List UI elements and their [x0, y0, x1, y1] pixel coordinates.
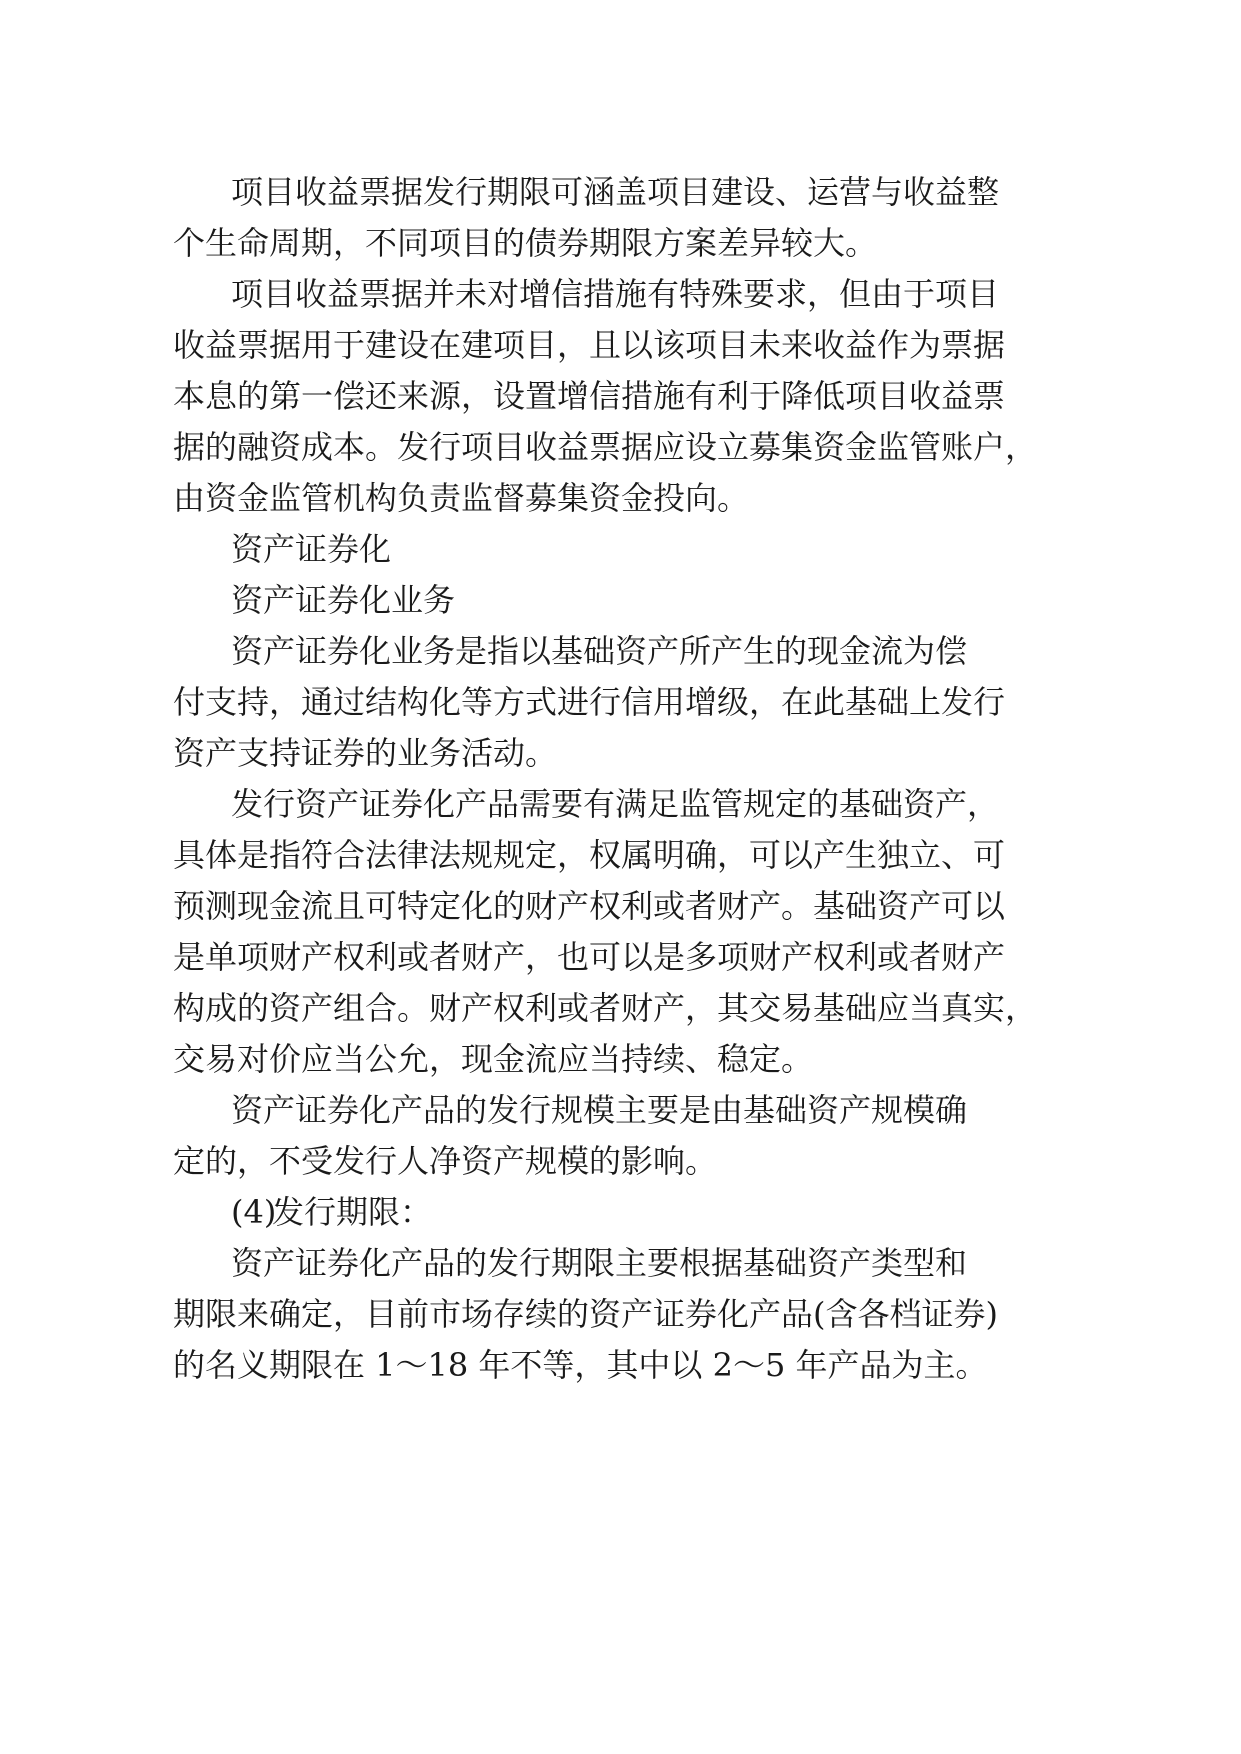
line-text: 资产证券化业务 — [231, 581, 456, 619]
line-text: 期限来确定，目前市场存续的资产证券化产品(含各档证券) — [173, 1295, 998, 1333]
line-text: 个生命周期，不同项目的债券期限方案差异较大。 — [173, 224, 878, 262]
line-text: 收益票据用于建设在建项目，且以该项目未来收益作为票据 — [173, 326, 1006, 364]
line-text: 定的，不受发行人净资产规模的影响。 — [173, 1142, 718, 1180]
line-text: 项目收益票据发行期限可涵盖项目建设、运营与收益整 — [231, 173, 1000, 211]
line-text: 预测现金流且可特定化的财产权利或者财产。基础资产可以 — [173, 887, 1006, 925]
heading-text: 发行期限： — [272, 1193, 433, 1231]
line-text: 资产证券化产品的发行期限主要根据基础资产类型和 — [231, 1244, 968, 1282]
line-text: 资产证券化 — [231, 530, 392, 568]
line-text: 资产证券化业务是指以基础资产所产生的现金流为偿 — [231, 632, 968, 670]
line-text: 具体是指符合法律法规规定，权属明确，可以产生独立、可 — [173, 836, 1006, 874]
line-text: 由资金监管机构负责监督募集资金投向。 — [173, 479, 750, 517]
line-text: 是单项财产权利或者财产，也可以是多项财产权利或者财产 — [173, 938, 1006, 976]
line-text: 项目收益票据并未对增信措施有特殊要求，但由于项目 — [231, 275, 1000, 313]
line-text: 资产支持证券的业务活动。 — [173, 734, 558, 772]
line-text: 发行资产证券化产品需要有满足监管规定的基础资产， — [231, 785, 1000, 823]
line-text: 的名义期限在 1～18 年不等，其中以 2～5 年产品为主。 — [173, 1346, 988, 1384]
line-text: 资产证券化产品的发行规模主要是由基础资产规模确 — [231, 1091, 968, 1129]
line-text: 据的融资成本。发行项目收益票据应设立募集资金监管账户， — [173, 428, 1038, 466]
line-text: 交易对价应当公允，现金流应当持续、稳定。 — [173, 1040, 814, 1078]
heading-number: (4) — [231, 1193, 277, 1231]
line-text: 构成的资产组合。财产权利或者财产，其交易基础应当真实， — [173, 989, 1038, 1027]
line-text: 付支持，通过结构化等方式进行信用增级，在此基础上发行 — [173, 683, 1006, 721]
body-line — [0, 1335, 1241, 1395]
line-text: 本息的第一偿还来源，设置增信措施有利于降低项目收益票 — [173, 377, 1006, 415]
